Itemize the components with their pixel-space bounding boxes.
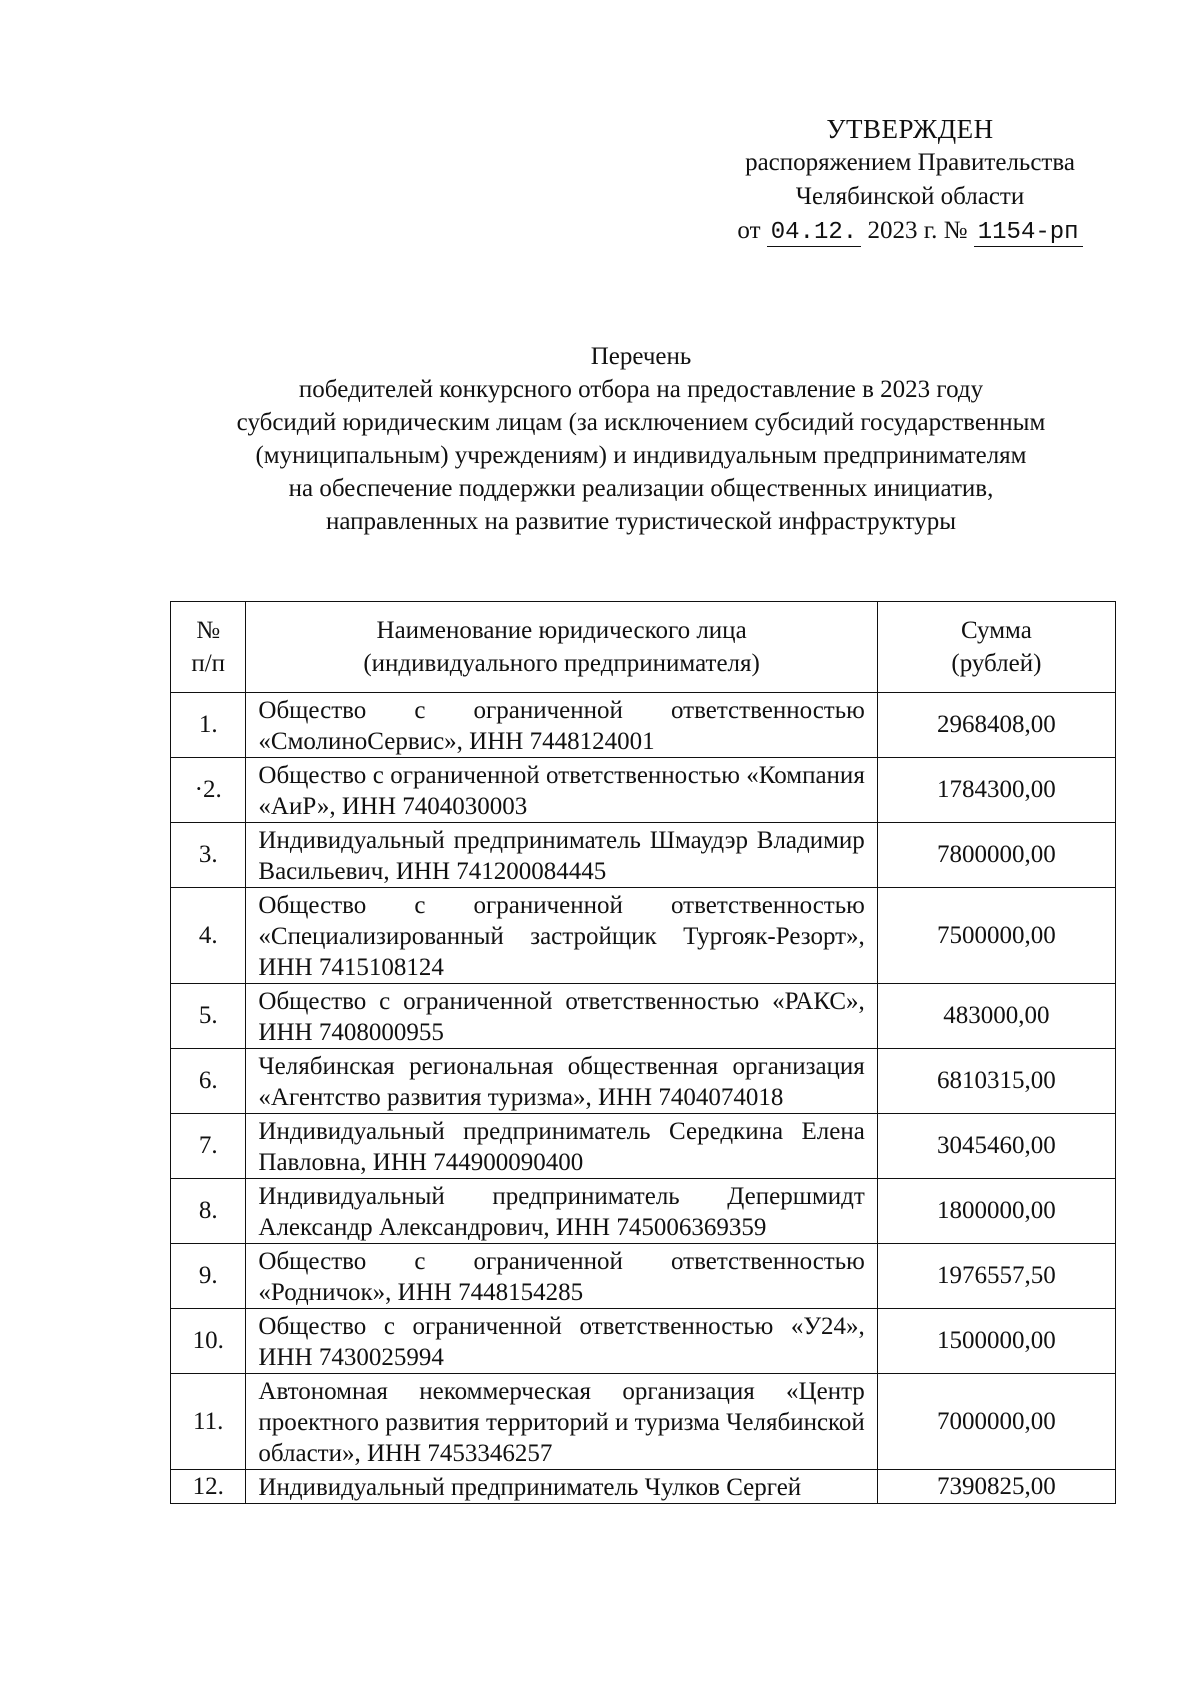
row-number: 7. [171, 1114, 246, 1179]
row-sum: 1784300,00 [877, 758, 1115, 823]
row-sum: 7800000,00 [877, 823, 1115, 888]
approval-line-1: распоряжением Правительства [745, 149, 1075, 176]
document-heading [150, 340, 1132, 538]
table-row [171, 758, 1116, 823]
heading-line-3: субсидий юридическим лицам (за исключением субсидий государственным [236, 409, 1046, 436]
row-number: 4. [171, 888, 246, 984]
header-sum-line-1: Сумма [961, 617, 1032, 644]
heading-line-5: на обеспечение поддержки реализации общественных инициатив, [288, 475, 994, 502]
header-num-line-2: п/п [191, 650, 226, 677]
row-sum: 483000,00 [877, 984, 1115, 1049]
row-name: Общество с ограниченной ответственностью «Родничок», ИНН 7448154285 [246, 1244, 877, 1309]
header-name [246, 602, 877, 693]
header-sum-line-2: (рублей) [951, 650, 1042, 677]
approval-dateline [700, 214, 1120, 248]
row-sum: 6810315,00 [877, 1049, 1115, 1114]
row-sum: 7390825,00 [877, 1470, 1115, 1504]
table-row [171, 1374, 1116, 1470]
table-row [171, 984, 1116, 1049]
table-row [171, 1309, 1116, 1374]
table-row [171, 1244, 1116, 1309]
row-name: Челябинская региональная общественная организация «Агентство развития туризма», ИНН 7404074018 [246, 1049, 877, 1114]
header-name-line-2: (индивидуального предпринимателя) [363, 650, 760, 677]
row-name: Общество с ограниченной ответственностью «Специализированный застройщик Тургояк-Резорт», ИНН 7415108124 [246, 888, 877, 984]
table-body [171, 693, 1116, 1504]
row-sum: 1800000,00 [877, 1179, 1115, 1244]
table-row [171, 1179, 1116, 1244]
row-sum: 1976557,50 [877, 1244, 1115, 1309]
date-prefix: от [737, 217, 761, 244]
row-number: 10. [171, 1309, 246, 1374]
approval-year: 2023 г. № [867, 217, 968, 244]
row-name: Индивидуальный предприниматель Середкина Елена Павловна, ИНН 744900090400 [246, 1114, 877, 1179]
row-number: 6. [171, 1049, 246, 1114]
winners-table [170, 601, 1116, 1504]
row-sum: 7500000,00 [877, 888, 1115, 984]
table-header-row [171, 602, 1116, 693]
table-row [171, 888, 1116, 984]
table-row [171, 1470, 1116, 1504]
header-name-line-1: Наименование юридического лица [376, 617, 747, 644]
approval-number: 1154-рп [974, 220, 1083, 247]
row-name: Индивидуальный предприниматель Депершмидт Александр Александрович, ИНН 745006369359 [246, 1179, 877, 1244]
row-number: 3. [171, 823, 246, 888]
row-sum: 2968408,00 [877, 693, 1115, 758]
header-sum [877, 602, 1115, 693]
row-number: 1. [171, 693, 246, 758]
table-row [171, 693, 1116, 758]
table-row [171, 1049, 1116, 1114]
header-num-line-1: № [196, 617, 221, 644]
row-sum: 1500000,00 [877, 1309, 1115, 1374]
heading-line-4: (муниципальным) учреждениям) и индивидуальным предпринимателям [255, 442, 1027, 469]
row-sum: 7000000,00 [877, 1374, 1115, 1470]
header-num [171, 602, 246, 693]
row-number: 12. [171, 1470, 246, 1504]
approval-stamp [700, 112, 1120, 248]
row-name: Общество с ограниченной ответственностью «У24», ИНН 7430025994 [246, 1309, 877, 1374]
table-row [171, 1114, 1116, 1179]
row-name: Индивидуальный предприниматель Шмаудэр Владимир Васильевич, ИНН 741200084445 [246, 823, 877, 888]
row-name: Общество с ограниченной ответственностью «РАКС», ИНН 7408000955 [246, 984, 877, 1049]
table-row [171, 823, 1116, 888]
row-name: Общество с ограниченной ответственностью «Компания «АиР», ИНН 7404030003 [246, 758, 877, 823]
heading-line-2: победителей конкурсного отбора на предоставление в 2023 году [298, 376, 984, 403]
row-sum: 3045460,00 [877, 1114, 1115, 1179]
row-number: 9. [171, 1244, 246, 1309]
approval-date: 04.12. [767, 220, 861, 247]
approval-line-2: Челябинской области [795, 183, 1025, 210]
row-number: ·2. [171, 758, 246, 823]
row-name: Автономная некоммерческая организация «Центр проектного развития территорий и туризма Челябинской области», ИНН 7453346257 [246, 1374, 877, 1470]
row-number: 5. [171, 984, 246, 1049]
row-number: 8. [171, 1179, 246, 1244]
row-number: 11. [171, 1374, 246, 1470]
heading-line-1: Перечень [590, 343, 692, 370]
heading-line-6: направленных на развитие туристической инфраструктуры [325, 508, 957, 535]
approval-title: УТВЕРЖДЕН [826, 114, 994, 144]
row-name: Общество с ограниченной ответственностью «СмолиноСервис», ИНН 7448124001 [246, 693, 877, 758]
row-name: Индивидуальный предприниматель Чулков Сергей [246, 1470, 877, 1504]
